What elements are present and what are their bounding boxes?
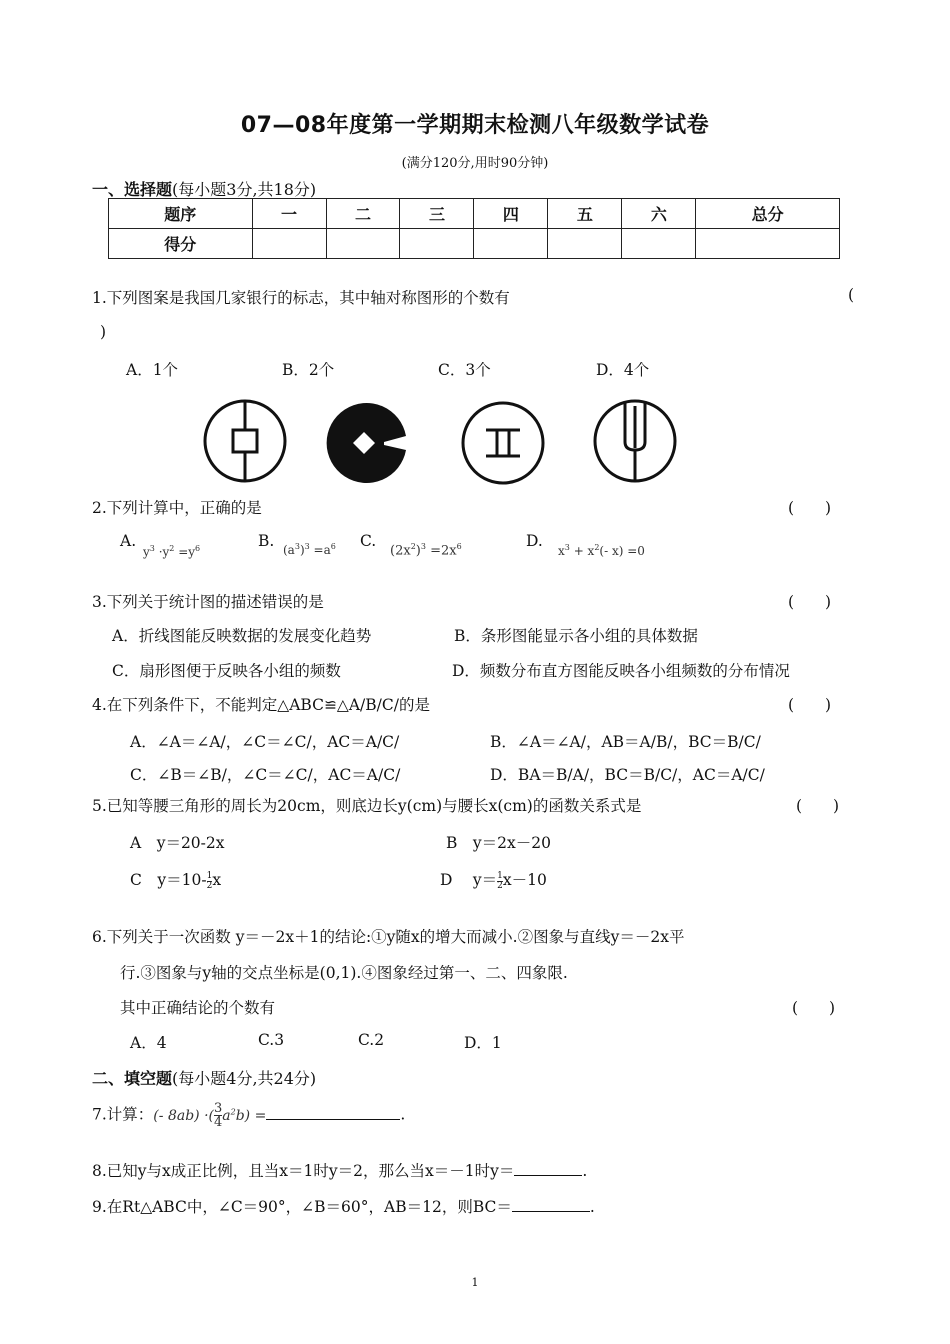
q4-stem: 4.在下列条件下，不能判定△ABC≌△A/B/C/的是 xyxy=(92,696,430,714)
q2-stem: 2.下列计算中，正确的是 xyxy=(92,499,262,517)
exam-subtitle: (满分120分,用时90分钟) xyxy=(401,156,549,171)
q5-stem: 5.已知等腰三角形的周长为20cm，则底边长y(cm)与腰长x(cm)的函数关系式是 xyxy=(92,797,642,815)
q4-option-c[interactable]: C．∠B＝∠B/，∠C＝∠C/，AC＝A/C/ xyxy=(130,766,401,784)
score-cell: 总分 xyxy=(696,199,840,229)
section-2-heading xyxy=(92,1066,316,1089)
q5-option-c-pre: C y＝10- xyxy=(130,871,207,889)
q8-text: 8.已知y与x成正比例，且当x＝1时y＝2，那么当x＝－1时y＝ xyxy=(92,1162,515,1180)
section-2-name: 二、填空题 xyxy=(92,1069,173,1088)
q5-option-d-fraction: $\frac{1}{2}$ xyxy=(497,870,503,891)
score-cell: 三 xyxy=(400,199,474,229)
q1-paren-close: ) xyxy=(100,323,107,341)
score-input-cell[interactable] xyxy=(400,229,474,259)
q7 xyxy=(92,1102,405,1129)
q5-option-d[interactable] xyxy=(440,868,547,891)
q9-end: . xyxy=(589,1198,595,1216)
bank-logo-4-icon xyxy=(590,396,680,486)
q7-expr: (- 8ab) ·( $\frac{3}{4}$ $a^2b$) = xyxy=(153,1101,267,1130)
bank-logo-2-icon xyxy=(322,398,412,488)
q4-option-d[interactable]: D．BA＝B/A/，BC＝B/C/，AC＝A/C/ xyxy=(490,766,765,784)
q5-option-b[interactable]: B y＝2x－20 xyxy=(446,834,551,852)
bank-logo-3-icon xyxy=(458,398,548,488)
q3-option-d[interactable]: D．频数分布直方图能反映各小组频数的分布情况 xyxy=(452,662,790,680)
q7-end: . xyxy=(400,1105,406,1124)
q1-option-d[interactable]: D．4个 xyxy=(596,361,650,379)
q8 xyxy=(92,1159,587,1181)
q2-label-d[interactable]: D. xyxy=(526,532,543,550)
q1-option-b[interactable]: B．2个 xyxy=(282,361,335,379)
q2-label-c[interactable]: C. xyxy=(360,532,377,550)
q3-option-c[interactable]: C．扇形图便于反映各小组的频数 xyxy=(112,662,341,680)
q5-paren: ( ) xyxy=(796,797,840,815)
section-1-note: (每小题3分,共18分) xyxy=(172,180,317,199)
q4-paren: ( ) xyxy=(788,696,832,714)
q7-answer-blank[interactable] xyxy=(266,1103,400,1120)
q6-option-d[interactable]: D．1 xyxy=(464,1034,502,1052)
score-cell: 四 xyxy=(474,199,548,229)
q9 xyxy=(92,1195,595,1217)
score-input-cell[interactable] xyxy=(696,229,840,259)
score-cell: 得分 xyxy=(109,229,253,259)
score-input-cell[interactable] xyxy=(548,229,622,259)
q6-option-b[interactable]: C.3 xyxy=(258,1031,285,1049)
q2-label-b[interactable]: B. xyxy=(258,532,275,550)
score-table xyxy=(108,198,840,259)
q6-option-a[interactable]: A．4 xyxy=(130,1034,167,1052)
q4-option-b[interactable]: B．∠A＝∠A/，AB＝A/B/，BC＝B/C/ xyxy=(490,733,761,751)
score-cell: 一 xyxy=(252,199,326,229)
section-2-note: (每小题4分,共24分) xyxy=(172,1069,317,1088)
q5-option-d-pre: D y＝ xyxy=(440,871,498,889)
bank-logo-1-icon xyxy=(200,396,290,486)
page-number: 1 xyxy=(471,1276,479,1289)
score-cell: 五 xyxy=(548,199,622,229)
q3-paren: ( ) xyxy=(788,593,832,611)
q5-option-c-fraction: $\frac{1}{2}$ xyxy=(206,870,213,891)
q5-option-a[interactable]: A y＝20-2x xyxy=(130,834,225,852)
score-cell: 六 xyxy=(622,199,696,229)
score-cell: 题序 xyxy=(109,199,253,229)
q8-answer-blank[interactable] xyxy=(514,1159,582,1176)
q5-option-c[interactable] xyxy=(130,868,221,891)
section-1-heading xyxy=(92,177,316,200)
q1-option-a[interactable]: A．1个 xyxy=(126,361,179,379)
q6-line-1: 6.下列关于一次函数 y＝－2x＋1的结论:①y随x的增大而减小.②图象与直线y＝－2x平 xyxy=(92,928,685,946)
q4-option-a[interactable]: A．∠A＝∠A/，∠C＝∠C/，AC＝A/C/ xyxy=(130,733,400,751)
q3-stem: 3.下列关于统计图的描述错误的是 xyxy=(92,593,324,611)
score-table-header-row xyxy=(109,199,840,229)
q5-option-d-post: x－10 xyxy=(502,871,547,889)
q9-text: 9.在Rt△ABC中，∠C＝90°，∠B＝60°，AB＝12，则BC＝ xyxy=(92,1198,512,1216)
q6-paren: ( ) xyxy=(792,999,836,1017)
section-1-name: 一、选择题 xyxy=(92,180,173,199)
exam-title: 07—08年度第一学期期末检测八年级数学试卷 xyxy=(240,113,710,138)
q6-line-2: 行.③图象与y轴的交点坐标是(0,1).④图象经过第一、二、四象限. xyxy=(120,964,568,982)
q9-answer-blank[interactable] xyxy=(512,1195,590,1212)
q2-paren: ( ) xyxy=(788,499,832,517)
q1-stem: 1.下列图案是我国几家银行的标志，其中轴对称图形的个数有 xyxy=(92,289,510,307)
q3-option-a[interactable]: A．折线图能反映数据的发展变化趋势 xyxy=(112,627,372,645)
q1-paren-open: ( xyxy=(848,286,855,304)
q3-option-b[interactable]: B．条形图能显示各小组的具体数据 xyxy=(454,627,698,645)
q8-end: . xyxy=(582,1162,588,1180)
score-input-cell[interactable] xyxy=(252,229,326,259)
q2-expr-b: $(a^3)^3 =a^6$ xyxy=(283,542,336,557)
q1-option-c[interactable]: C．3个 xyxy=(438,361,491,379)
q2-expr-d: $x^3 + x^2(-$ x) =0 xyxy=(558,543,645,558)
q6-option-c[interactable]: C.2 xyxy=(358,1031,385,1049)
q2-expr-c: $(2x^2)^3 =2x^6$ xyxy=(390,542,462,559)
q5-option-c-post: x xyxy=(212,871,222,889)
q7-prefix: 7.计算： xyxy=(92,1105,154,1124)
score-input-cell[interactable] xyxy=(326,229,400,259)
q6-line-3: 其中正确结论的个数有 xyxy=(120,999,276,1017)
score-input-cell[interactable] xyxy=(474,229,548,259)
q2-expr-a: $y^3 \cdot y^2 =y^6$ xyxy=(143,544,201,559)
score-cell: 二 xyxy=(326,199,400,229)
score-table-score-row xyxy=(109,229,840,259)
score-input-cell[interactable] xyxy=(622,229,696,259)
q2-label-a[interactable]: A. xyxy=(120,532,137,550)
